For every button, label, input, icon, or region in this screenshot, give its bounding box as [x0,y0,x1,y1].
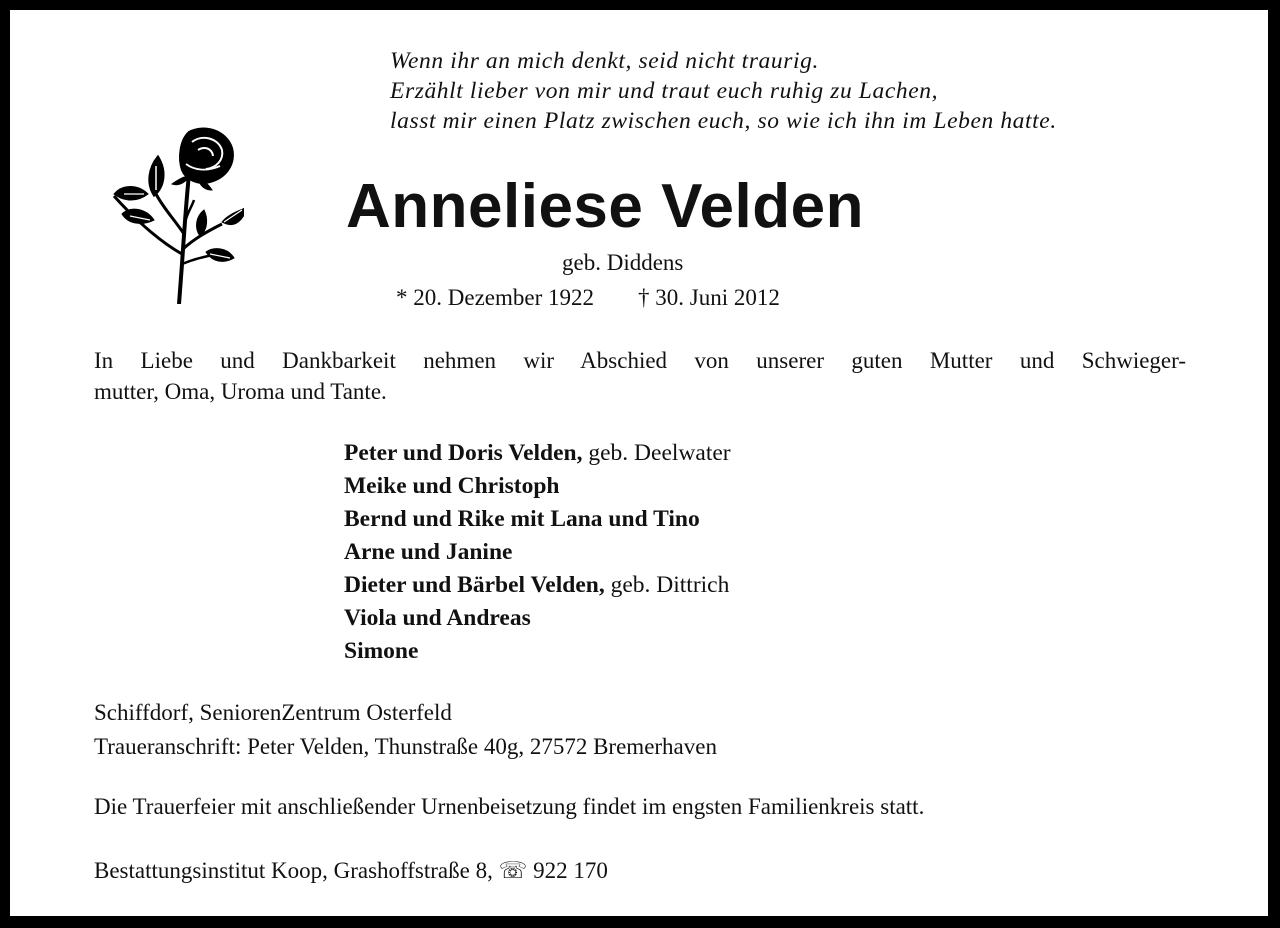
poem-line-1: Wenn ihr an mich denkt, seid nicht traurig. [390,48,819,74]
death-date: † 30. Juni 2012 [638,285,780,310]
family-row [344,470,731,503]
location-place: Schiffdorf, SeniorenZentrum Osterfeld [94,700,452,725]
family-list [344,437,731,668]
mourning-address: Traueranschrift: Peter Velden, Thunstraße 40g, 27572 Bremerhaven [94,734,717,759]
family-row [344,536,731,569]
deceased-name: Anneliese Velden [346,172,864,241]
funeral-home-text: Bestattungsinstitut Koop, Grashoffstraße 8, [94,858,493,883]
family-member: Dieter und Bärbel Velden, [344,572,605,598]
poem-line-2: Erzählt lieber von mir und traut euch ruhig zu Lachen, [390,78,939,104]
funeral-home [94,854,608,888]
farewell-line-2: mutter, Oma, Uroma und Tante. [94,379,387,404]
farewell-line-1: In Liebe und Dankbarkeit nehmen wir Abschied von unserer guten Mutter und Schwieger- [94,348,1186,373]
family-member: Arne und Janine [344,539,513,565]
family-note: geb. Dittrich [604,572,730,598]
family-row [344,602,731,635]
life-dates [396,285,780,311]
ceremony-note: Die Trauerfeier mit anschließender Urnenbeisetzung findet im engsten Familienkreis statt. [94,794,925,819]
family-row [344,569,731,602]
telephone-icon: ☏ [498,858,528,883]
family-row [344,437,731,470]
family-member: Meike und Christoph [344,473,560,499]
location-block [94,696,717,764]
family-member: Simone [344,638,419,664]
family-member: Bernd und Rike mit Lana und Tino [344,506,700,532]
family-row [344,503,731,536]
farewell-text [94,345,1186,407]
family-row [344,635,731,668]
rose-icon [94,114,244,304]
obituary-card [10,10,1268,916]
poem [390,46,1057,136]
family-note: geb. Deelwater [582,440,731,466]
birth-date: * 20. Dezember 1922 [396,285,594,310]
family-member: Viola und Andreas [344,605,531,631]
poem-line-3: lasst mir einen Platz zwischen euch, so wie ich ihn im Leben hatte. [390,108,1057,134]
family-member: Peter und Doris Velden, [344,440,583,466]
maiden-name: geb. Diddens [562,250,684,275]
funeral-home-phone: 922 170 [533,858,608,883]
